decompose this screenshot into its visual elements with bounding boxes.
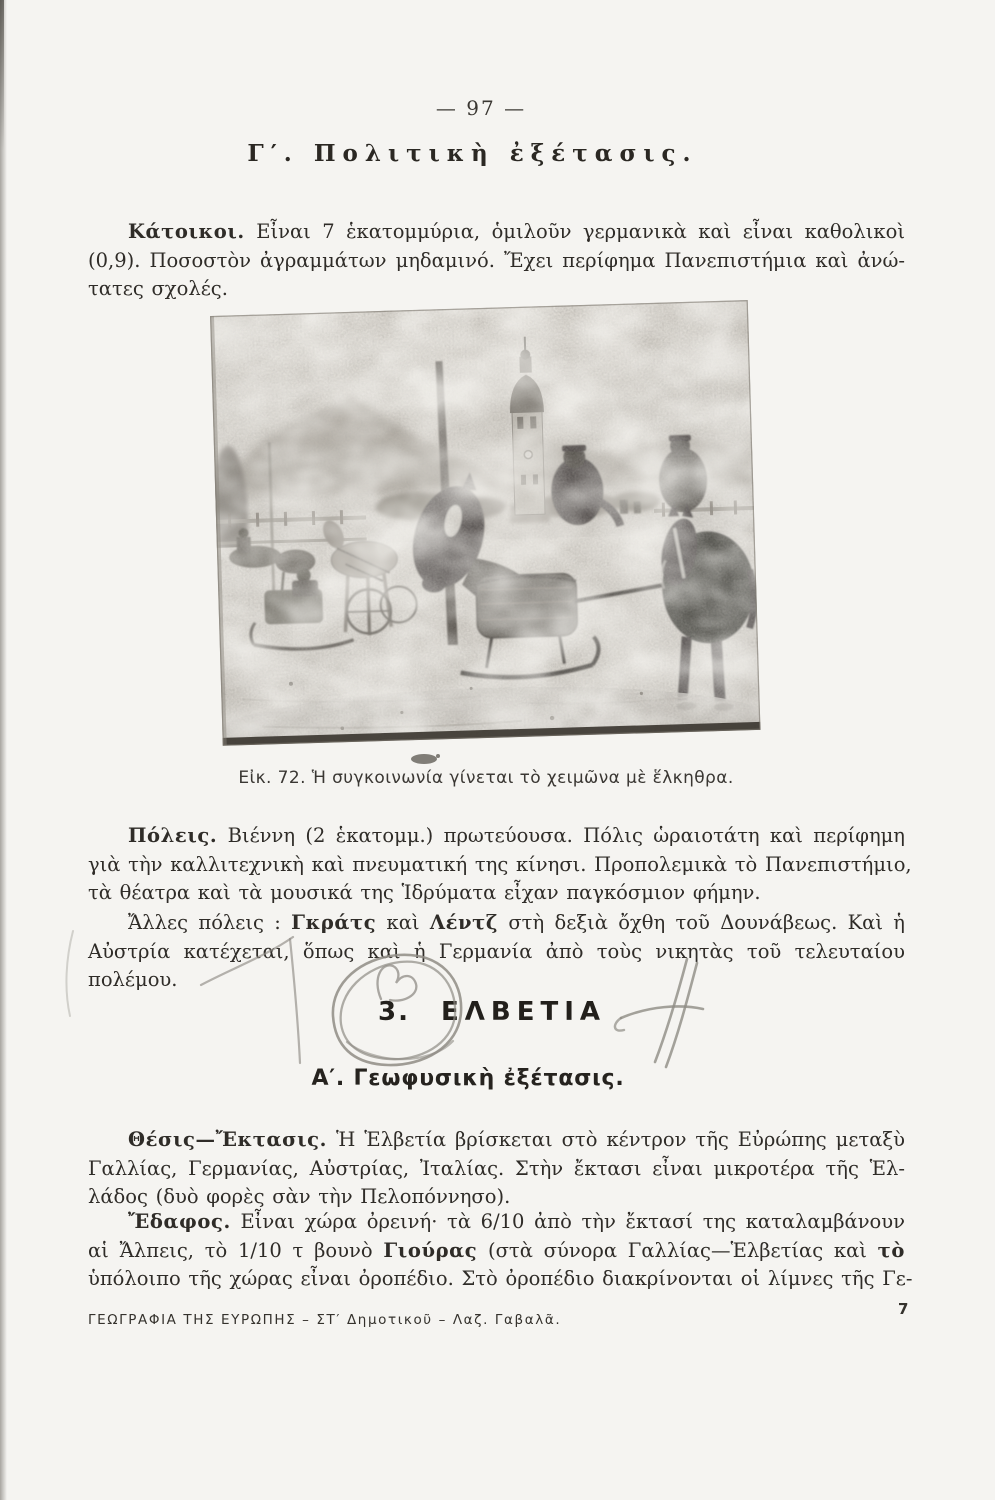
text: τὰ θέατρα καὶ τὰ μουσικά της Ἱδρύματα εἶχαν παγκόσμιον φήμην. [88,881,761,904]
footer-book-title: ΓΕΩΓΡΑΦΙΑ ΤΗΣ ΕΥΡΩΠΗΣ – ΣΤ′ Δημοτικοῦ – Λαζ. Γαβαλᾶ. [88,1312,562,1328]
paragraph-cities [88,822,912,908]
text-line [88,218,905,247]
winter-sleigh-photo-illustration [210,300,761,746]
paragraph-other-cities [88,909,905,995]
text: Ἡ Ἑλβετία βρίσκεται στὸ κέντρον τῆς Εὐρώπης μεταξὺ [326,1128,905,1151]
pencil-circle-loop-3 [347,1041,453,1059]
text-line [88,1155,905,1184]
text: λάδος (δυὸ φορὲς σὰν τὴν Πελοπόννησο). [88,1185,511,1208]
pencil-hash-crossbar [621,1006,703,1018]
pencil-hash-hook [615,1018,624,1031]
ink-smudge-dot [436,754,440,758]
text: Αὐστρία κατέχεται, ὅπως καὶ ἡ Γερμανία ἀπὸ τοὺς νικητὰς τοῦ τελευταίου [88,939,905,963]
chapter-number: 3. [378,997,410,1027]
pencil-stroke-margin [66,931,73,1016]
paragraph-inhabitants [88,218,905,304]
bold-text: Λέντζ [429,911,499,934]
bold-text: Πόλεις. [128,824,218,847]
text-line [88,938,905,967]
text: Γαλλίας, Γερμανίας, Αὐστρίας, Ἰταλίας. Στὴν ἔκτασι εἶναι μικροτέρα τῆς Ἑλ- [88,1156,905,1180]
text: αἱ Ἄλπεις, τὸ 1/10 τ βουνὸ [88,1238,384,1262]
bold-text: τὸ [877,1238,905,1262]
text: (στὰ σύνορα Γαλλίας—Ἑλβετίας καὶ [477,1238,878,1262]
text-line [88,822,905,851]
text: καὶ [376,911,430,934]
paragraph-location-extent [88,1126,905,1212]
page-edge-corner-shadow [0,0,4,150]
chapter-title: ΕΛΒΕΤΙΑ [441,997,607,1027]
ink-smudge [411,754,437,764]
text-line [88,909,905,938]
text-line [88,275,905,304]
text: Ἄλλες πόλεις : [128,911,292,934]
bold-text: Γκράτς [291,911,377,934]
text: γιὰ τὴν καλλιτεχνικὴ καὶ πνευματική της κίνησι. Προπολεμικὰ τὸ Πανεπιστήμιο, [88,852,912,876]
bold-text: Γιούρας [383,1238,478,1262]
text: Βιέννη (2 ἑκατομμ.) πρωτεύουσα. Πόλις ὡραιοτάτη καὶ περίφημη [217,824,905,847]
page-number: — 97 — [435,96,527,120]
text: Εἶναι χώρα ὀρεινή· τὰ 6/10 ἀπὸ τὴν ἔκτασί της καταλαμβάνουν [230,1210,905,1233]
paragraph-terrain [88,1208,913,1294]
figure-caption: Εἰκ. 72. Ἡ συγκοινωνία γίνεται τὸ χειμῶνα μὲ ἕλκηθρα. [238,768,734,788]
section-heading-geophysical: Α′. Γεωφυσικὴ ἐξέτασις. [311,1066,625,1091]
section-heading-political: Γ′. Πολιτικὴ ἐξέτασις. [247,140,698,167]
page-edge-shadow [0,0,7,1500]
bold-text: Θέσις—Ἔκτασις. [128,1128,327,1151]
text-line [88,851,912,880]
figure-photo [210,300,761,746]
text-line [88,1237,905,1266]
text: στὴ δεξιὰ ὄχθη τοῦ Δουνάβεως. Καὶ ἡ [498,911,905,934]
text-line [88,966,905,995]
photo-vignette [210,300,761,746]
bold-text: Ἔδαφος. [128,1210,231,1233]
bold-text: Κάτοικοι. [128,220,245,243]
text-line [88,1265,913,1294]
text-line [88,247,905,276]
text: πολέμου. [88,968,178,991]
text: (0,9). Ποσοστὸν ἀγραμμάτων μηδαμινό. Ἔχει περίφημα Πανεπιστήμια καὶ ἀνώ- [88,248,905,272]
text: τατες σχολές. [88,277,228,300]
text-line [88,1126,905,1155]
text-line [88,1208,905,1237]
text-line [88,879,905,908]
text: Εἶναι 7 ἑκατομμύρια, ὁμιλοῦν γερμανικὰ καὶ εἶναι καθολικοὶ [244,220,905,243]
text: ὑπόλοιπο τῆς χώρας εἶναι ὀροπέδιο. Στὸ ὀροπέδιο διακρίνονται οἱ λίμνες τῆς Γε- [88,1267,913,1290]
footer-page-number: 7 [898,1300,909,1318]
chapter-heading-switzerland [378,997,606,1027]
